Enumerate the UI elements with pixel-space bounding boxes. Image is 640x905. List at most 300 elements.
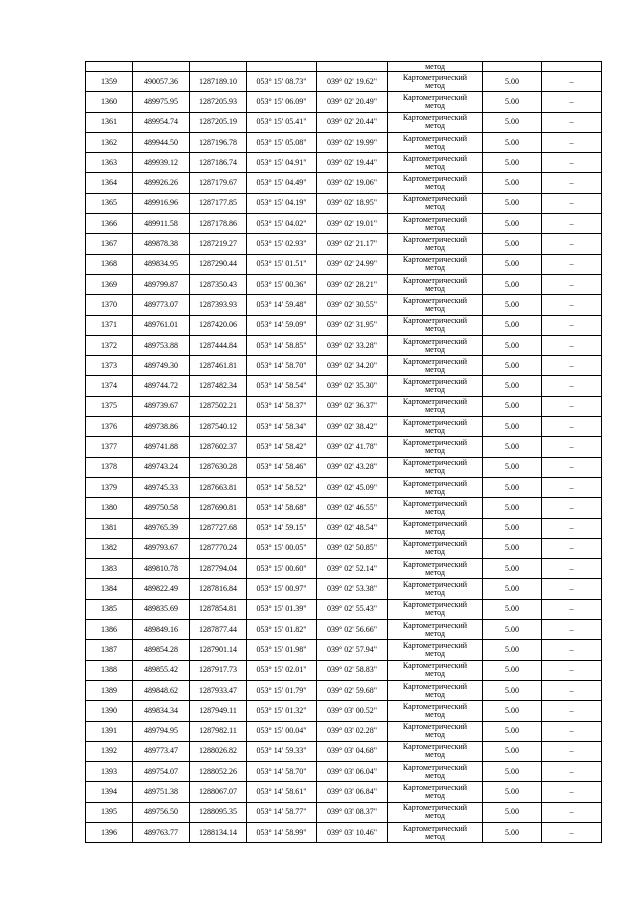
table-row — [86, 132, 602, 152]
cell-note: – — [542, 274, 602, 294]
cell-x: 489854.28 — [133, 640, 190, 660]
cell-longitude: 039° 02' 45.09" — [317, 477, 388, 497]
cell-number: 1391 — [86, 721, 133, 741]
cell-latitude: 053° 14' 58.37" — [247, 396, 317, 416]
cell-note: – — [542, 680, 602, 700]
method-line-2: метод — [425, 445, 445, 455]
cell-y: 1287727.68 — [190, 518, 247, 538]
method-line-2: метод — [425, 791, 445, 801]
method-line-1: Картометрический — [402, 214, 468, 224]
cell-method — [388, 782, 483, 802]
cell-longitude: 039° 02' 43.28" — [317, 457, 388, 477]
cell-note: – — [542, 660, 602, 680]
table-row — [86, 335, 602, 355]
cell-note: – — [542, 620, 602, 640]
cell-x: 489848.62 — [133, 680, 190, 700]
table-row — [86, 396, 602, 416]
cell-y: 1287205.19 — [190, 112, 247, 132]
cell-number: 1367 — [86, 234, 133, 254]
cell-note: – — [542, 315, 602, 335]
table-row — [86, 660, 602, 680]
cell-note: – — [542, 701, 602, 721]
table-row — [86, 741, 602, 761]
cell-error: 5.00 — [483, 356, 542, 376]
cell-latitude: 053° 15' 01.98" — [247, 640, 317, 660]
cell-method — [388, 437, 483, 457]
method-line-2: метод — [425, 222, 445, 232]
cell-y: 1287186.74 — [190, 153, 247, 173]
cell-latitude: 053° 15' 06.09" — [247, 92, 317, 112]
cell-x: 489750.58 — [133, 498, 190, 518]
cell-note: – — [542, 92, 602, 112]
method-line-1: Картометрический — [402, 600, 468, 610]
method-line-1: Картометрический — [402, 194, 468, 204]
method-line-1: Картометрический — [402, 72, 468, 82]
cell-longitude: 039° 02' 30.55" — [317, 295, 388, 315]
cell-note: – — [542, 822, 602, 842]
cell-method — [388, 295, 483, 315]
cell-note: – — [542, 640, 602, 660]
method-line-1: Картометрический — [402, 153, 468, 163]
cell-number: 1371 — [86, 315, 133, 335]
cell-error: 5.00 — [483, 295, 542, 315]
cell-y: 1287444.84 — [190, 335, 247, 355]
cell-longitude: 039° 03' 02.28" — [317, 721, 388, 741]
method-line-2: метод — [425, 80, 445, 90]
cell-y: 1287630.28 — [190, 457, 247, 477]
cell-longitude: 039° 02' 41.78" — [317, 437, 388, 457]
cell-error: 5.00 — [483, 193, 542, 213]
table-row — [86, 599, 602, 619]
cell-latitude: 053° 14' 59.15" — [247, 518, 317, 538]
method-line-2: метод — [425, 202, 445, 212]
cell-latitude: 053° 14' 58.77" — [247, 802, 317, 822]
method-line-2: метод — [425, 425, 445, 435]
cell-number: 1396 — [86, 822, 133, 842]
method-line-2: метод — [425, 608, 445, 618]
cell-y — [190, 62, 247, 72]
cell-longitude: 039° 02' 20.49" — [317, 92, 388, 112]
cell-error: 5.00 — [483, 822, 542, 842]
method-line-1: Картометрический — [402, 255, 468, 265]
cell-y: 1287917.73 — [190, 660, 247, 680]
method-line-2: метод — [425, 567, 445, 577]
cell-error: 5.00 — [483, 620, 542, 640]
cell-longitude: 039° 02' 24.99" — [317, 254, 388, 274]
method-line-2: метод — [425, 527, 445, 537]
table-row — [86, 193, 602, 213]
cell-number: 1373 — [86, 356, 133, 376]
table-row — [86, 234, 602, 254]
cell-error: 5.00 — [483, 274, 542, 294]
table-row — [86, 559, 602, 579]
cell-method — [388, 335, 483, 355]
cell-x: 489794.95 — [133, 721, 190, 741]
cell-longitude: 039° 03' 06.84" — [317, 782, 388, 802]
cell-y: 1287540.12 — [190, 417, 247, 437]
cell-longitude: 039° 02' 58.83" — [317, 660, 388, 680]
cell-method — [388, 173, 483, 193]
cell-note: – — [542, 762, 602, 782]
cell-x: 489763.77 — [133, 822, 190, 842]
method-line-1: Картометрический — [402, 661, 468, 671]
cell-method — [388, 72, 483, 92]
cell-latitude: 053° 15' 08.73" — [247, 72, 317, 92]
cell-x: 489761.01 — [133, 315, 190, 335]
method-line-1: Картометрический — [402, 92, 468, 102]
table-row — [86, 680, 602, 700]
table-row — [86, 640, 602, 660]
cell-method — [388, 92, 483, 112]
method-line-1: Картометрический — [402, 803, 468, 813]
cell-latitude: 053° 15' 05.41" — [247, 112, 317, 132]
cell-latitude: 053° 14' 58.61" — [247, 782, 317, 802]
cell-latitude: 053° 15' 01.51" — [247, 254, 317, 274]
table-row — [86, 356, 602, 376]
cell-note: – — [542, 153, 602, 173]
cell-longitude: 039° 02' 21.17" — [317, 234, 388, 254]
cell-longitude: 039° 02' 28.21" — [317, 274, 388, 294]
cell-method — [388, 457, 483, 477]
cell-x: 489741.88 — [133, 437, 190, 457]
method-line-1: Картометрический — [402, 397, 468, 407]
cell-x: 489834.34 — [133, 701, 190, 721]
cell-number: 1392 — [86, 741, 133, 761]
method-line-1: Картометрический — [402, 295, 468, 305]
cell-y: 1287949.11 — [190, 701, 247, 721]
cell-number: 1382 — [86, 538, 133, 558]
cell-number: 1366 — [86, 214, 133, 234]
cell-error: 5.00 — [483, 579, 542, 599]
table-row — [86, 295, 602, 315]
cell-x: 489738.86 — [133, 417, 190, 437]
cell-longitude: 039° 02' 46.55" — [317, 498, 388, 518]
cell-note: – — [542, 173, 602, 193]
cell-method — [388, 518, 483, 538]
cell-longitude: 039° 03' 04.68" — [317, 741, 388, 761]
cell-error: 5.00 — [483, 437, 542, 457]
cell-y: 1287189.10 — [190, 72, 247, 92]
cell-error: 5.00 — [483, 214, 542, 234]
cell-longitude: 039° 03' 06.04" — [317, 762, 388, 782]
method-line-2: метод — [425, 100, 445, 110]
cell-y: 1287502.21 — [190, 396, 247, 416]
table-body — [86, 62, 602, 843]
cell-error — [483, 62, 542, 72]
cell-x: 489745.33 — [133, 477, 190, 497]
method-line-1: Картометрический — [402, 539, 468, 549]
cell-y: 1287901.14 — [190, 640, 247, 660]
cell-number: 1380 — [86, 498, 133, 518]
cell-method — [388, 640, 483, 660]
cell-method — [388, 356, 483, 376]
cell-y: 1287205.93 — [190, 92, 247, 112]
method-line-1: Картометрический — [402, 417, 468, 427]
cell-method — [388, 315, 483, 335]
cell-error: 5.00 — [483, 680, 542, 700]
cell-method — [388, 396, 483, 416]
cell-note: – — [542, 559, 602, 579]
cell-latitude: 053° 15' 05.08" — [247, 132, 317, 152]
cell-note: – — [542, 782, 602, 802]
cell-note: – — [542, 234, 602, 254]
cell-method — [388, 599, 483, 619]
cell-note: – — [542, 802, 602, 822]
cell-number: 1383 — [86, 559, 133, 579]
cell-number: 1359 — [86, 72, 133, 92]
cell-error: 5.00 — [483, 660, 542, 680]
cell-latitude: 053° 15' 02.01" — [247, 660, 317, 680]
cell-error: 5.00 — [483, 559, 542, 579]
method-line-2: метод — [425, 385, 445, 395]
cell-method — [388, 498, 483, 518]
cell-method — [388, 538, 483, 558]
cell-longitude: 039° 02' 31.95" — [317, 315, 388, 335]
cell-latitude: 053° 15' 00.60" — [247, 559, 317, 579]
cell-latitude: 053° 15' 00.97" — [247, 579, 317, 599]
cell-longitude — [317, 62, 388, 72]
cell-latitude: 053° 15' 04.49" — [247, 173, 317, 193]
cell-error: 5.00 — [483, 417, 542, 437]
cell-number: 1365 — [86, 193, 133, 213]
cell-y: 1288067.07 — [190, 782, 247, 802]
method-line-2: метод — [425, 364, 445, 374]
cell-note: – — [542, 417, 602, 437]
cell-x: 489793.67 — [133, 538, 190, 558]
cell-note: – — [542, 437, 602, 457]
cell-y: 1287933.47 — [190, 680, 247, 700]
method-line-2: метод — [425, 121, 445, 131]
cell-method — [388, 680, 483, 700]
cell-latitude: 053° 14' 58.54" — [247, 376, 317, 396]
table-row — [86, 173, 602, 193]
cell-latitude: 053° 15' 04.91" — [247, 153, 317, 173]
cell-error: 5.00 — [483, 762, 542, 782]
cell-y: 1287482.34 — [190, 376, 247, 396]
cell-error: 5.00 — [483, 376, 542, 396]
cell-x: 489773.47 — [133, 741, 190, 761]
method-line-2: метод — [425, 669, 445, 679]
cell-number: 1381 — [86, 518, 133, 538]
cell-y: 1287877.44 — [190, 620, 247, 640]
cell-error: 5.00 — [483, 335, 542, 355]
method-line-1: Картометрический — [402, 701, 468, 711]
cell-note: – — [542, 721, 602, 741]
cell-error: 5.00 — [483, 538, 542, 558]
table-row — [86, 457, 602, 477]
cell-y: 1287290.44 — [190, 254, 247, 274]
cell-error: 5.00 — [483, 477, 542, 497]
table-row — [86, 538, 602, 558]
cell-error: 5.00 — [483, 254, 542, 274]
method-line-1: Картометрический — [402, 437, 468, 447]
method-line-2: метод — [425, 182, 445, 192]
method-line-1: Картометрический — [402, 681, 468, 691]
table-row — [86, 498, 602, 518]
table-row — [86, 417, 602, 437]
table-row — [86, 254, 602, 274]
cell-longitude: 039° 03' 00.52" — [317, 701, 388, 721]
cell-number: 1378 — [86, 457, 133, 477]
method-line-2: метод — [425, 689, 445, 699]
method-line-1: Картометрический — [402, 640, 468, 650]
cell-method — [388, 254, 483, 274]
table-row — [86, 822, 602, 842]
cell-y: 1287854.81 — [190, 599, 247, 619]
cell-latitude: 053° 14' 58.46" — [247, 457, 317, 477]
method-line-2: метод — [425, 750, 445, 760]
cell-y: 1287816.84 — [190, 579, 247, 599]
cell-error: 5.00 — [483, 153, 542, 173]
cell-latitude: 053° 14' 58.42" — [247, 437, 317, 457]
cell-y: 1287177.85 — [190, 193, 247, 213]
cell-longitude: 039° 02' 38.42" — [317, 417, 388, 437]
cell-x: 489810.78 — [133, 559, 190, 579]
cell-error: 5.00 — [483, 315, 542, 335]
cell-note: – — [542, 214, 602, 234]
table-row — [86, 518, 602, 538]
cell-method — [388, 112, 483, 132]
cell-longitude: 039° 03' 10.46" — [317, 822, 388, 842]
method-line-1: Картометрический — [402, 519, 468, 529]
cell-number: 1379 — [86, 477, 133, 497]
method-line-2: метод — [425, 628, 445, 638]
cell-note: – — [542, 356, 602, 376]
cell-x: 489954.74 — [133, 112, 190, 132]
method-line-2: метод — [425, 588, 445, 598]
method-line-2: метод — [425, 405, 445, 415]
cell-note: – — [542, 376, 602, 396]
cell-x: 489753.88 — [133, 335, 190, 355]
cell-number: 1370 — [86, 295, 133, 315]
cell-method — [388, 234, 483, 254]
method-line-1: Картометрический — [402, 559, 468, 569]
cell-latitude: 053° 14' 58.85" — [247, 335, 317, 355]
method-line-2: метод — [425, 709, 445, 719]
cell-number: 1394 — [86, 782, 133, 802]
cell-longitude: 039° 02' 33.28" — [317, 335, 388, 355]
cell-latitude: 053° 14' 58.99" — [247, 822, 317, 842]
cell-x: 489751.38 — [133, 782, 190, 802]
method-line-2: метод — [425, 161, 445, 171]
cell-latitude: 053° 15' 02.93" — [247, 234, 317, 254]
cell-error: 5.00 — [483, 234, 542, 254]
cell-number: 1369 — [86, 274, 133, 294]
method-line-1: Картометрический — [402, 458, 468, 468]
cell-latitude: 053° 15' 04.19" — [247, 193, 317, 213]
cell-latitude: 053° 14' 59.33" — [247, 741, 317, 761]
cell-longitude: 039° 02' 59.68" — [317, 680, 388, 700]
cell-note: – — [542, 457, 602, 477]
cell-latitude: 053° 15' 00.04" — [247, 721, 317, 741]
cell-number: 1364 — [86, 173, 133, 193]
cell-method: метод — [388, 62, 483, 72]
cell-longitude: 039° 02' 50.85" — [317, 538, 388, 558]
cell-note: – — [542, 112, 602, 132]
cell-number: 1376 — [86, 417, 133, 437]
cell-error: 5.00 — [483, 498, 542, 518]
cell-method — [388, 132, 483, 152]
cell-longitude: 039° 02' 19.44" — [317, 153, 388, 173]
cell-error: 5.00 — [483, 132, 542, 152]
cell-y: 1287420.06 — [190, 315, 247, 335]
cell-x: 489835.69 — [133, 599, 190, 619]
cell-latitude: 053° 15' 04.02" — [247, 214, 317, 234]
cell-y: 1287663.81 — [190, 477, 247, 497]
table-row — [86, 620, 602, 640]
cell-y: 1287690.81 — [190, 498, 247, 518]
method-line-1: Картометрический — [402, 133, 468, 143]
cell-longitude: 039° 02' 35.30" — [317, 376, 388, 396]
cell-x: 489855.42 — [133, 660, 190, 680]
cell-x: 489822.49 — [133, 579, 190, 599]
cell-number: 1393 — [86, 762, 133, 782]
cell-method — [388, 660, 483, 680]
cell-error: 5.00 — [483, 72, 542, 92]
table-row — [86, 782, 602, 802]
table-row — [86, 762, 602, 782]
cell-x: 489739.67 — [133, 396, 190, 416]
cell-error: 5.00 — [483, 721, 542, 741]
table-row — [86, 214, 602, 234]
cell-longitude: 039° 02' 56.66" — [317, 620, 388, 640]
cell-method — [388, 559, 483, 579]
method-line-1: Картометрический — [402, 498, 468, 508]
cell-x: 489878.38 — [133, 234, 190, 254]
method-line-1: Картометрический — [402, 620, 468, 630]
cell-note: – — [542, 599, 602, 619]
cell-error: 5.00 — [483, 802, 542, 822]
cell-y: 1287794.04 — [190, 559, 247, 579]
cell-note: – — [542, 538, 602, 558]
method-line-2: метод — [425, 486, 445, 496]
cell-method — [388, 721, 483, 741]
cell-number: 1384 — [86, 579, 133, 599]
cell-method — [388, 193, 483, 213]
cell-latitude: 053° 14' 58.70" — [247, 762, 317, 782]
cell-latitude: 053° 15' 00.05" — [247, 538, 317, 558]
cell-note: – — [542, 741, 602, 761]
cell-error: 5.00 — [483, 640, 542, 660]
method-line-1: Картометрический — [402, 762, 468, 772]
cell-error: 5.00 — [483, 112, 542, 132]
cell-longitude: 039° 02' 19.01" — [317, 214, 388, 234]
table-row — [86, 274, 602, 294]
cell-longitude: 039° 02' 34.20" — [317, 356, 388, 376]
method-line-1: Картометрический — [402, 174, 468, 184]
cell-x: 489911.58 — [133, 214, 190, 234]
cell-x: 489975.95 — [133, 92, 190, 112]
cell-x: 489849.16 — [133, 620, 190, 640]
cell-x: 489754.07 — [133, 762, 190, 782]
cell-y: 1288095.35 — [190, 802, 247, 822]
cell-x: 489926.26 — [133, 173, 190, 193]
cell-x: 489944.50 — [133, 132, 190, 152]
cell-method — [388, 579, 483, 599]
cell-note: – — [542, 295, 602, 315]
method-line-2: метод — [425, 466, 445, 476]
method-line-2: метод — [425, 770, 445, 780]
cell-latitude: 053° 14' 58.34" — [247, 417, 317, 437]
method-line-2: метод — [425, 344, 445, 354]
cell-longitude: 039° 03' 08.37" — [317, 802, 388, 822]
cell-note: – — [542, 193, 602, 213]
table-row — [86, 721, 602, 741]
cell-y: 1288026.82 — [190, 741, 247, 761]
method-line-1: Картометрический — [402, 742, 468, 752]
cell-number: 1390 — [86, 701, 133, 721]
method-line-1: Картометрический — [402, 580, 468, 590]
